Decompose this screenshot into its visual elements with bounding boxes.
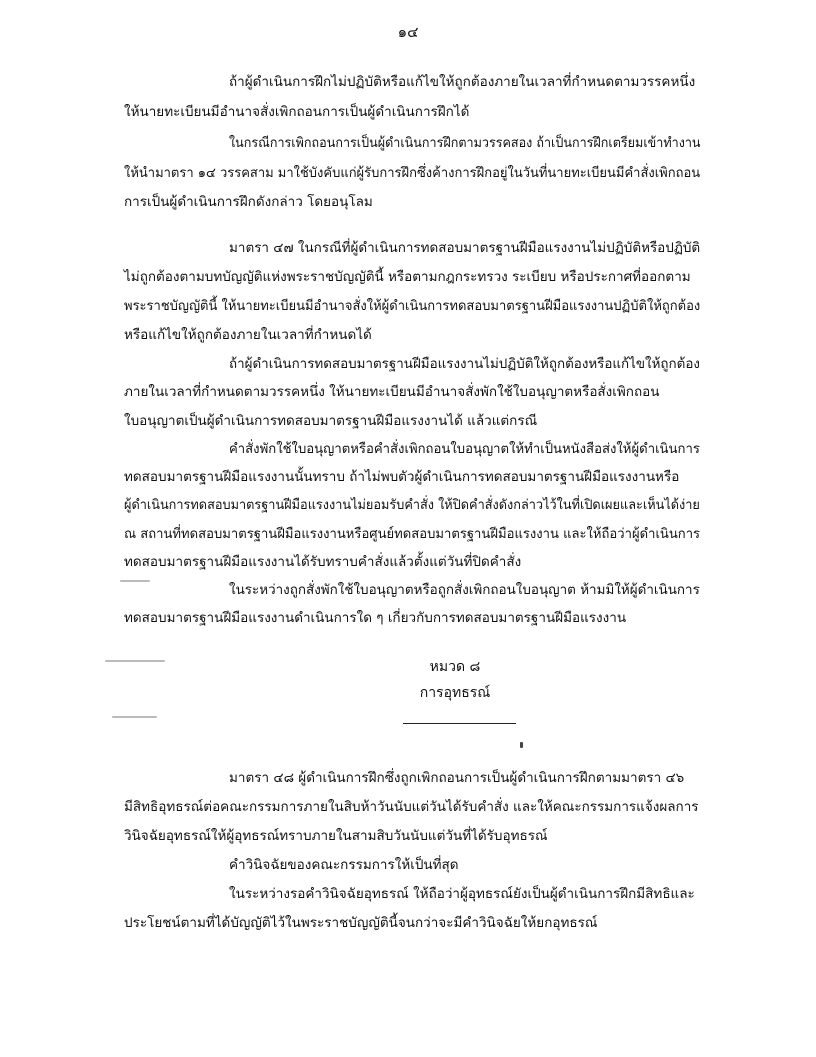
text-line: ณ สถานที่ทดสอบมาตรฐานฝีมือแรงงานหรือศูนย์ทดสอบมาตรฐานฝีมือแรงงาน และให้ถือว่าผู้ดำเนินการ	[124, 526, 701, 542]
text-line: คำสั่งพักใช้ใบอนุญาตหรือคำสั่งเพิกถอนใบอนุญาตให้ทำเป็นหนังสือส่งให้ผู้ดำเนินการ	[229, 441, 700, 457]
scan-mark	[520, 742, 523, 748]
text-line: ให้นำมาตรา ๑๔ วรรคสาม มาใช้บังคับแก่ผู้รับการฝึกซึ่งค้างการฝึกอยู่ในวันที่นายทะเบียนมีคำสั่งเพิกถอน	[124, 165, 701, 181]
chapter-number: หมวด ๘	[429, 659, 481, 675]
text-line: วินิจฉัยอุทธรณ์ให้ผู้อุทธรณ์ทราบภายในสามสิบวันนับแต่วันที่ได้รับอุทธรณ์	[124, 828, 548, 844]
text-line: การเป็นผู้ดำเนินการฝึกดังกล่าว โดยอนุโลม	[124, 194, 373, 210]
text-line: ทดสอบมาตรฐานฝีมือแรงงานได้รับทราบคำสั่งแล้วตั้งแต่วันที่ปิดคำสั่ง	[124, 554, 522, 570]
text-line: ภายในเวลาที่กำหนดตามวรรคหนึ่ง ให้นายทะเบียนมีอำนาจสั่งพักใช้ใบอนุญาตหรือสั่งเพิกถอน	[124, 384, 660, 400]
text-line: มีสิทธิอุทธรณ์ต่อคณะกรรมการภายในสิบห้าวันนับแต่วันได้รับคำสั่ง และให้คณะกรรมการแจ้งผลการ	[124, 799, 699, 815]
scan-mark	[112, 716, 157, 718]
text-line: ให้นายทะเบียนมีอำนาจสั่งเพิกถอนการเป็นผู้ดำเนินการฝึกได้	[124, 104, 470, 120]
text-line: ในกรณีการเพิกถอนการเป็นผู้ดำเนินการฝึกตามวรรคสอง ถ้าเป็นการฝึกเตรียมเข้าทำงาน	[229, 135, 701, 151]
text-line: ประโยชน์ตามที่ได้บัญญัติไว้ในพระราชบัญญัตินี้จนกว่าจะมีคำวินิจฉัยให้ยกอุทธรณ์	[124, 915, 598, 931]
text-line: คำวินิจฉัยของคณะกรรมการให้เป็นที่สุด	[229, 857, 459, 873]
text-line: ถ้าผู้ดำเนินการฝึกไม่ปฏิบัติหรือแก้ไขให้ถูกต้องภายในเวลาที่กำหนดตามวรรคหนึ่ง	[229, 74, 696, 90]
scan-mark	[120, 580, 150, 582]
text-line: ใบอนุญาตเป็นผู้ดำเนินการทดสอบมาตรฐานฝีมือแรงงานได้ แล้วแต่กรณี	[124, 413, 538, 429]
text-line: หรือแก้ไขให้ถูกต้องภายในเวลาที่กำหนดได้	[124, 327, 372, 343]
text-line: มาตรา ๔๘ ผู้ดำเนินการฝึกซึ่งถูกเพิกถอนการเป็นผู้ดำเนินการฝึกตามมาตรา ๔๖	[229, 770, 685, 786]
text-line: ทดสอบมาตรฐานฝีมือแรงงานนั้นทราบ ถ้าไม่พบตัวผู้ดำเนินการทดสอบมาตรฐานฝีมือแรงงานหรือ	[124, 469, 680, 485]
page-number: ๑๔	[397, 23, 419, 41]
text-line: ในระหว่างถูกสั่งพักใช้ใบอนุญาตหรือถูกสั่งเพิกถอนใบอนุญาต ห้ามมิให้ผู้ดำเนินการ	[229, 582, 700, 598]
text-line: มาตรา ๔๗ ในกรณีที่ผู้ดำเนินการทดสอบมาตรฐานฝีมือแรงงานไม่ปฏิบัติหรือปฏิบัติ	[229, 240, 701, 256]
text-line: ถ้าผู้ดำเนินการทดสอบมาตรฐานฝีมือแรงงานไม่ปฏิบัติให้ถูกต้องหรือแก้ไขให้ถูกต้อง	[229, 356, 700, 372]
text-line: ในระหว่างรอคำวินิจฉัยอุทธรณ์ ให้ถือว่าผู้อุทธรณ์ยังเป็นผู้ดำเนินการฝึกมีสิทธิและ	[229, 886, 695, 902]
text-line: ทดสอบมาตรฐานฝีมือแรงงานดำเนินการใด ๆ เกี่ยวกับการทดสอบมาตรฐานฝีมือแรงงาน	[124, 610, 627, 626]
text-line: พระราชบัญญัตินี้ ให้นายทะเบียนมีอำนาจสั่งให้ผู้ดำเนินการทดสอบมาตรฐานฝีมือแรงงานปฏิบัติให้ถูกต้อง	[124, 298, 701, 314]
text-line: ผู้ดำเนินการทดสอบมาตรฐานฝีมือแรงงานไม่ยอมรับคำสั่ง ให้ปิดคำสั่งดังกล่าวไว้ในที่เปิดเผยและเห็นได้ง่าย	[124, 497, 700, 513]
heading-divider	[403, 723, 516, 724]
text-line: ไม่ถูกต้องตามบทบัญญัติแห่งพระราชบัญญัตินี้ หรือตามกฎกระทรวง ระเบียบ หรือประกาศที่ออกตาม	[124, 269, 691, 285]
scan-mark	[105, 660, 165, 662]
chapter-title: การอุทธรณ์	[419, 685, 491, 701]
